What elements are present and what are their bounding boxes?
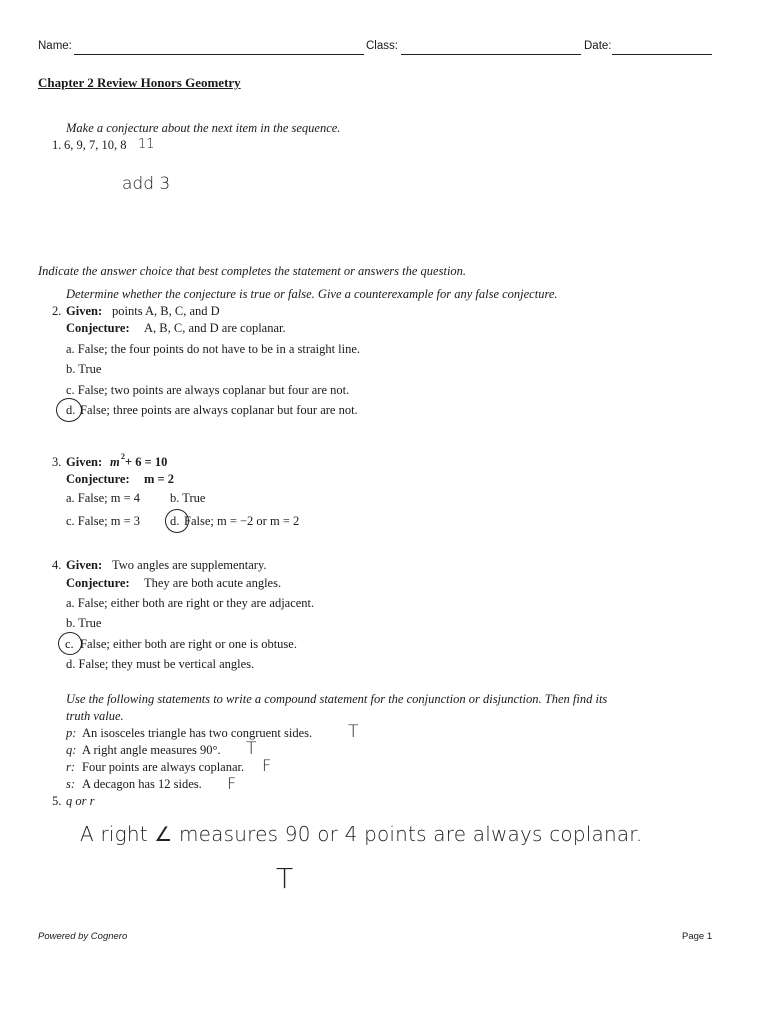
date-line <box>612 54 712 55</box>
q4-given-label: Given: <box>66 558 103 572</box>
q4-conjecture-label: Conjecture: <box>66 576 130 590</box>
q3-conjecture-text: m = 2 <box>144 472 175 486</box>
statement-p-text: An isosceles triangle has two congruent sides. <box>82 726 313 740</box>
q3-choice-d-text: False; m = −2 or m = 2 <box>184 514 300 528</box>
statement-s-text: A decagon has 12 sides. <box>82 777 202 791</box>
q3-conjecture-label: Conjecture: <box>66 472 130 486</box>
q2-conjecture-label: Conjecture: <box>66 321 130 335</box>
q1-text: 6, 9, 7, 10, 8 <box>64 138 127 152</box>
statement-q-text: A right angle measures 90°. <box>82 743 221 757</box>
q3-choice-b: b. True <box>170 491 206 505</box>
statement-r-mark: F <box>262 756 272 775</box>
q2-choice-b: b. True <box>66 362 102 376</box>
q3-given-rest: + 6 = 10 <box>125 455 168 469</box>
section3-instruction-line1: Use the following statements to write a compound statement for the conjunction or disjunction. Then find its <box>66 692 608 706</box>
q1-handwritten-note: add 3 <box>122 174 171 194</box>
q4-choice-c-text: False; either both are right or one is obtuse. <box>80 637 297 651</box>
q4-given-text: Two angles are supplementary. <box>112 558 267 572</box>
q4-choice-c-letter: c. <box>65 637 74 651</box>
page-title: Chapter 2 Review Honors Geometry <box>38 75 241 90</box>
q1-number: 1. <box>52 138 62 152</box>
q4-number: 4. <box>52 558 62 572</box>
section2-sub-instruction: Determine whether the conjecture is true or false. Give a counterexample for any false conjecture. <box>66 287 558 301</box>
q1-handwritten-answer: 11 <box>138 137 155 152</box>
q3-given-label: Given: <box>66 455 103 469</box>
q4-choice-a: a. False; either both are right or they are adjacent. <box>66 596 315 610</box>
q3-choice-a: a. False; m = 4 <box>66 491 141 505</box>
statement-s-mark: F <box>227 774 237 793</box>
q3-number: 3. <box>52 455 62 469</box>
q3-given-exponent: 2 <box>121 452 125 461</box>
statement-p-var: p: <box>66 726 77 740</box>
q3-choice-c: c. False; m = 3 <box>66 514 141 528</box>
q4-choice-b: b. True <box>66 616 102 630</box>
q5-handwritten-answer: A right ∠ measures 90 or 4 points are always coplanar. <box>80 822 643 846</box>
q2-given-label: Given: <box>66 304 103 318</box>
name-line <box>74 54 364 55</box>
q2-choice-d-letter: d. <box>66 403 76 417</box>
class-label: Class: <box>366 40 398 52</box>
section2-instruction: Indicate the answer choice that best completes the statement or answers the question. <box>38 264 467 278</box>
statement-r-text: Four points are always coplanar. <box>82 760 245 774</box>
q5-handwritten-truth: T <box>276 862 294 895</box>
q2-conjecture-text: A, B, C, and D are coplanar. <box>144 321 286 335</box>
q3-given-var: m <box>110 455 120 469</box>
section3-instruction-line2: truth value. <box>66 709 124 723</box>
section1-instruction: Make a conjecture about the next item in the sequence. <box>66 121 341 135</box>
q4-conjecture-text: They are both acute angles. <box>144 576 282 590</box>
statement-p-mark: T <box>348 722 359 742</box>
q4-choice-d: d. False; they must be vertical angles. <box>66 657 255 671</box>
footer-page-number: Page 1 <box>682 931 713 942</box>
q2-choice-a: a. False; the four points do not have to be in a straight line. <box>66 342 361 356</box>
statement-q-var: q: <box>66 743 77 757</box>
statement-q-mark: T <box>246 739 257 759</box>
statement-s-var: s: <box>66 777 76 791</box>
q3-choice-d-letter: d. <box>170 514 180 528</box>
statement-r-var: r: <box>66 760 76 774</box>
q2-choice-d-text: False; three points are always coplanar but four are not. <box>80 403 358 417</box>
q5-number: 5. <box>52 794 62 808</box>
class-line <box>401 54 581 55</box>
q2-number: 2. <box>52 304 62 318</box>
footer-powered-by: Powered by Cognero <box>38 931 128 942</box>
q5-text: q or r <box>66 794 95 808</box>
date-label: Date: <box>584 40 612 52</box>
q2-choice-c: c. False; two points are always coplanar but four are not. <box>66 383 350 397</box>
q2-given-text: points A, B, C, and D <box>112 304 220 318</box>
name-label: Name: <box>38 40 72 52</box>
